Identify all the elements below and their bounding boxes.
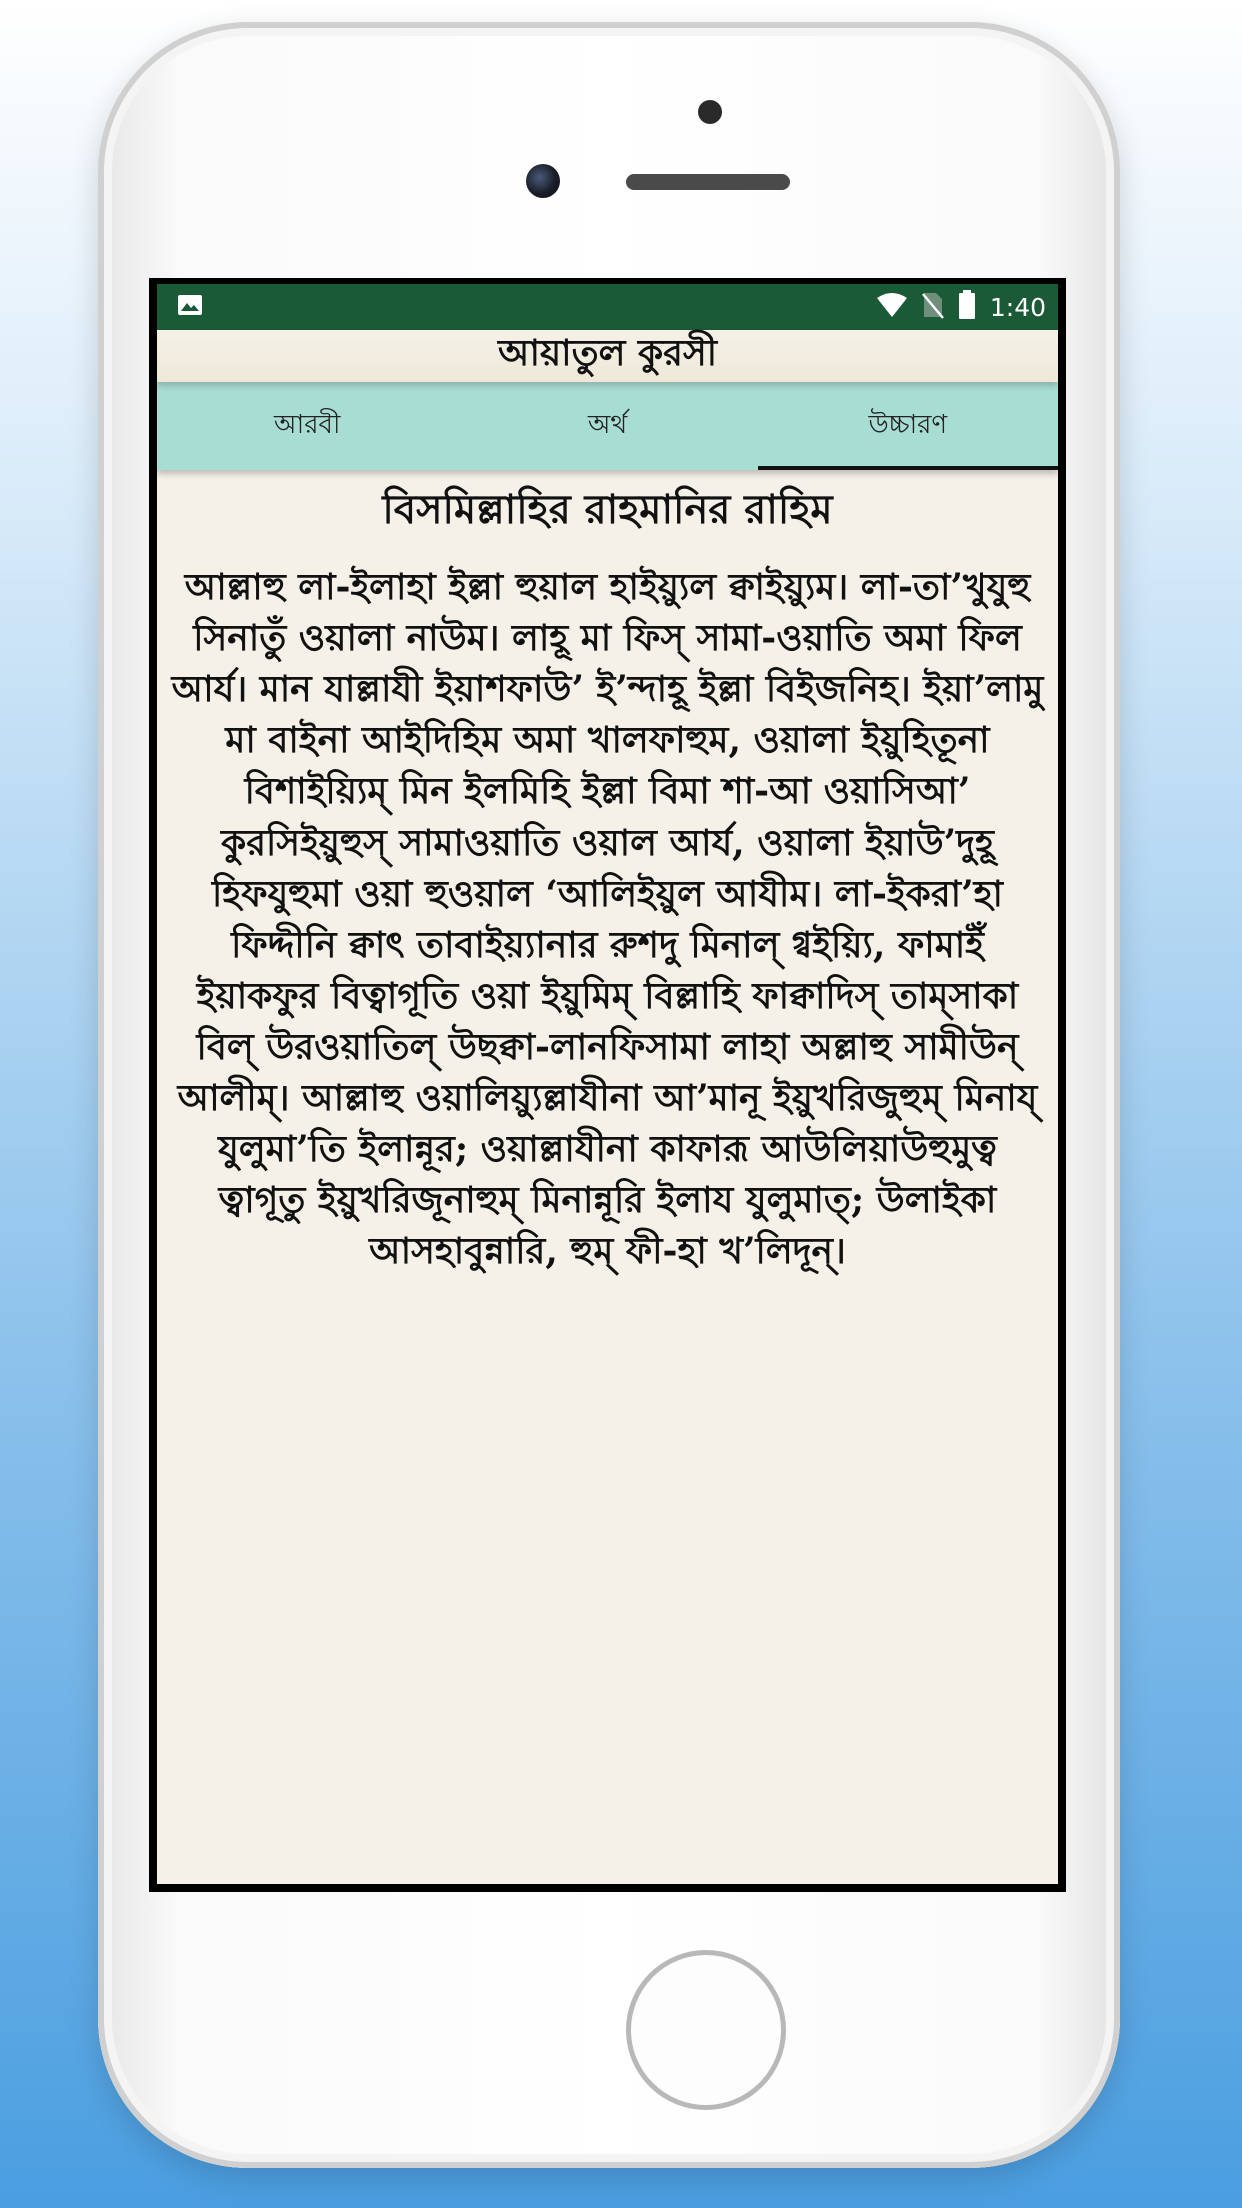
no-sim-icon [922,291,944,323]
tab-meaning[interactable]: অর্থ [587,410,628,440]
proximity-sensor [698,100,722,124]
tab-arabic[interactable]: আরবী [273,410,341,440]
tab-pronunciation[interactable]: উচ্চারণ [758,382,1058,470]
content-area [157,470,1058,1278]
status-time: 1:40 [989,292,1046,322]
app-screen [157,284,1058,1884]
status-bar [157,284,1058,330]
wifi-icon [876,292,908,322]
tab-bar [157,382,1058,470]
earpiece-speaker [626,174,790,190]
front-camera [526,164,560,198]
image-notification-icon [177,294,203,320]
home-button[interactable] [626,1950,786,2110]
app-title: আয়াতুল কুরসী [157,330,1058,382]
phone-screen [149,278,1066,1892]
content-heading: বিসমিল্লাহির রাহমানির রাহিম [382,486,833,533]
battery-icon [958,290,976,324]
content-body: আল্লাহু লা-ইলাহা ইল্লা হুয়াল হাইয়্যুল ক্বাইয়্যুম। লা-তা’খুযুহু সিনাতুঁ ওয়ালা নাউম। লাহূ মা ফিস্ সামা-ওয়াতি অমা ফিল আর্য। মান যাল্লাযী ইয়াশফাউ’ ই’ন্দাহূ ইল্লা বিইজনিহ। ইয়া’লামু মা বাইনা আইদিহিম অমা খালফাহুম, ওয়ালা ইয়ুহিতূনা বিশাইয়্যিম্ মিন ইলমিহি ইল্লা বিমা শা-আ ওয়াসিআ’ কুরসিইয়ুহুস্ সামাওয়াতি ওয়াল আর্য, ওয়ালা ইয়াউ’দুহূ হিফযুহুমা ওয়া হুওয়াল ‘আলিইয়ুল আযীম। লা-ইকরা’হা ফিদ্দীনি ক্বাৎ তাবাইয়্যানার রুশদু মিনাল্ গ্বইয়্যি, ফামাইঁ ইয়াকফুর বিত্বাগূতি ওয়া ইয়ুমিম্ বিল্লাহি ফাক্বাদিস্ তাম্সাকা বিল্ উরওয়াতিল্ উছক্বা-লানফিসামা লাহা অল্লাহু সামীউন্ আলীম্। আল্লাহু ওয়ালিয়্যুল্লাযীনা আ’মানূ ইয়ুখরিজুহুম্ মিনায্ যুলুমা’তি ইলান্নূর; ওয়াল্লাযীনা কাফারূ আউলিয়াউহুমুত্ব ত্বাগূতু ইয়ুখরিজূনাহুম্ মিনান্নূরি ইলায যুলুমাত্; উলাইকা আসহাবুন্নারি, হুম্ ফী-হা খ’লিদূন্। [171,566,1044,1273]
